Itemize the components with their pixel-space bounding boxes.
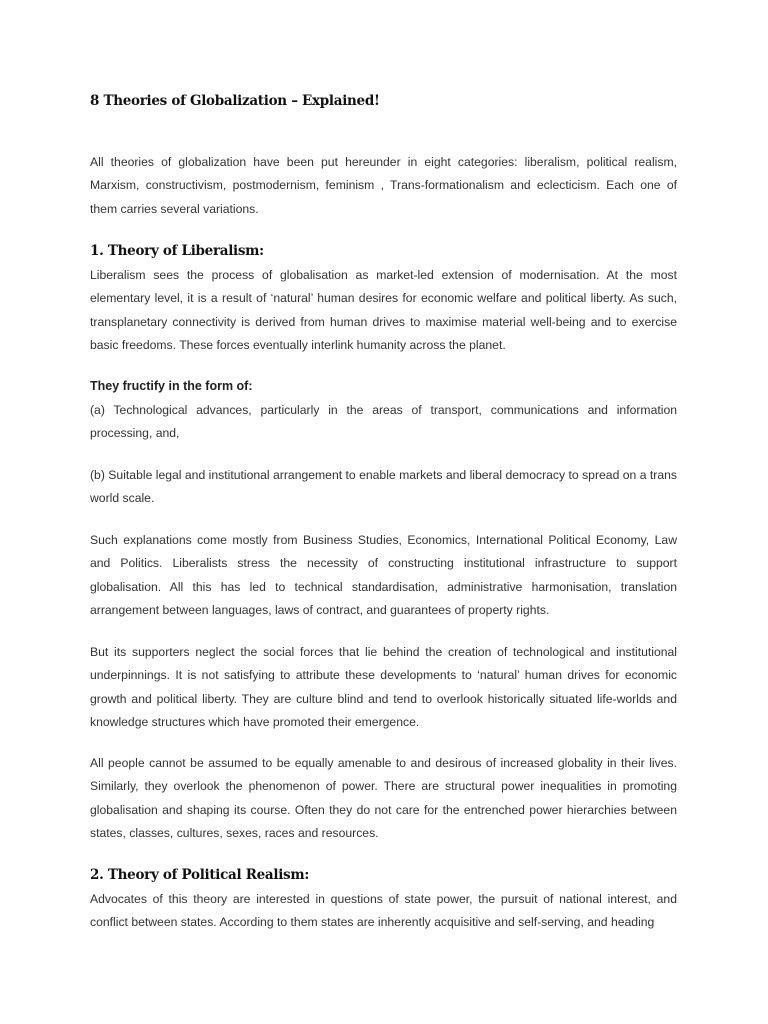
liberalism-paragraph-1: Liberalism sees the process of globalisation as market-led extension of modernisation. At the most elementary level, it is a result of ‘natural’ human desires for economic welfare and political liberty. As such, transplanetary connectivity is derived from human drives to maximise material well-being and to exercise basic freedoms. These forces eventually interlink humanity across the planet.: [90, 268, 677, 352]
section-heading-liberalism: 1. Theory of Liberalism:: [90, 243, 264, 259]
political-realism-paragraph-1: Advocates of this theory are interested in questions of state power, the pursuit of national interest, and conflict between states. According to them states are inherently acquisitive and self-serving, and heading: [90, 892, 677, 930]
liberalism-paragraph-2: Such explanations come mostly from Business Studies, Economics, International Political Economy, Law and Politics. Liberalists stress the necessity of constructing institutional infrastructure to support globalisation. All this has led to technical standardisation, administrative harmonisation, translation arrangement between languages, laws of contract, and guarantees of property rights.: [90, 533, 677, 617]
section-heading-political-realism: 2. Theory of Political Realism:: [90, 867, 310, 883]
document-title: 8 Theories of Globalization – Explained!: [90, 93, 380, 109]
liberalism-paragraph-3: But its supporters neglect the social forces that lie behind the creation of technological and institutional underpinnings. It is not satisfying to attribute these developments to ‘natural’ human drives for economic growth and political liberty. They are culture blind and tend to overlook historically situated life-worlds and knowledge structures which have promoted their emergence.: [90, 645, 677, 729]
liberalism-paragraph-4: All people cannot be assumed to be equally amenable to and desirous of increased globality in their lives. Similarly, they overlook the phenomenon of power. There are structural power inequalities in promoting globalisation and shaping its course. Often they do not care for the entrenched power hierarchies between states, classes, cultures, sexes, races and resources.: [90, 756, 677, 840]
list-item-b: (b) Suitable legal and institutional arrangement to enable markets and liberal democracy to spread on a trans world scale.: [90, 468, 677, 506]
intro-paragraph: All theories of globalization have been put hereunder in eight categories: liberalism, political realism, Marxism, constructivism, postmodernism, feminism , Trans-formationalism and eclecticism. Each one of them carries several variations.: [90, 155, 677, 216]
list-item-a: (a) Technological advances, particularly in the areas of transport, communications and information processing, and,: [90, 403, 677, 441]
fructify-subheading: They fructify in the form of:: [90, 379, 253, 393]
